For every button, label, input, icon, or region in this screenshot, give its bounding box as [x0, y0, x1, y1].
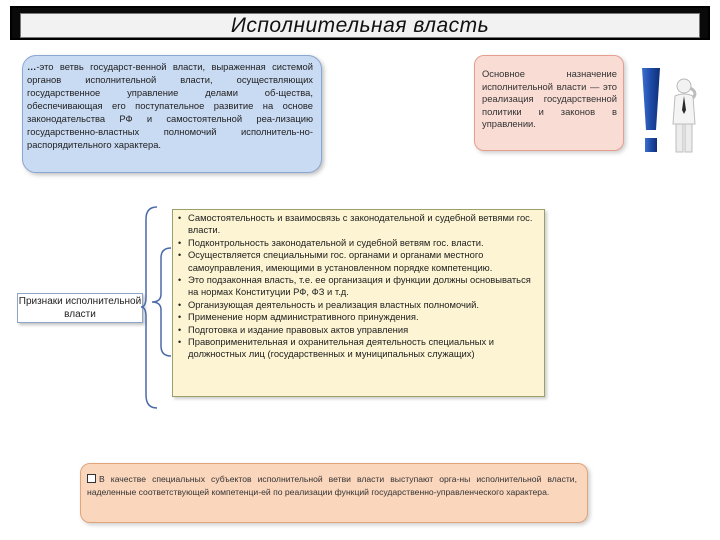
bullet-icon: •: [178, 312, 182, 323]
list-item: • Правоприменительная и охранительная деятельность специальных и должностных лиц (государственных и муниципальных служащих): [178, 336, 495, 360]
bullet-icon: •: [178, 250, 182, 261]
list-item: • Подготовка и издание правовых актов управления: [178, 323, 409, 335]
list-item: • Это подзаконная власть, т.е. ее организация и функции должны основываться на нормах Конституции РФ, ФЗ и т.д.: [178, 274, 531, 298]
list-item: • Применение норм административного принуждения.: [178, 311, 419, 323]
definition-text: -это ветвь государст-венной власти, выраженная системой органов исполнительной власти, осуществляющих государственное управление делами об-щества, обеспечивающая его поступательное развитие на основе законодательства РФ и самостоятельной реа-лизацию государственно-властных полномочий исполнитель-но-распорядительного характера.: [27, 61, 313, 150]
bullet-icon: •: [178, 337, 182, 348]
signs-label: Признаки исполнительной власти: [18, 296, 142, 320]
bullet-icon: •: [178, 324, 182, 335]
purpose-box: [474, 55, 624, 151]
title-bar: [10, 6, 710, 40]
title-panel: [20, 13, 700, 38]
businessman-figure-icon: [668, 78, 700, 156]
list-item: • Самостоятельность и взаимосвязь с законодательной и судебной ветвями гос. власти.: [178, 212, 533, 236]
features-list: [176, 212, 536, 361]
bullet-icon: •: [178, 275, 182, 286]
signs-label-box: [17, 293, 143, 323]
bullet-icon: •: [178, 299, 182, 310]
definition-box: [22, 55, 322, 173]
checkbox-icon: [87, 474, 96, 483]
bullet-icon: •: [178, 237, 182, 248]
list-item: • Организующая деятельность и реализация властных полномочий.: [178, 298, 479, 310]
note-text: В качестве специальных субъектов исполнительной ветви власти выступают орга-ны исполнительной власти, наделенные соответствующей компетенци-ей по реализации функций государственно-управленческого характера.: [87, 474, 577, 497]
list-item: • Осуществляется специальными гос. органами и органами местного самоуправления, имеющими в установленном порядке компетенцию.: [178, 249, 493, 273]
list-item: • Подконтрольность законодательной и судебной ветвям гос. власти.: [178, 236, 484, 248]
features-box: [172, 209, 545, 397]
purpose-text: Основное назначение исполнительной власти — это реализация государственной политики и законов в управлении.: [482, 68, 617, 129]
definition-marker: …: [27, 61, 37, 72]
note-box: [80, 463, 588, 523]
bullet-icon: •: [178, 213, 182, 223]
right-brace-icon: [150, 246, 174, 358]
exclamation-mark-icon: [640, 68, 662, 156]
page-title: Исполнительная власть: [230, 13, 490, 37]
